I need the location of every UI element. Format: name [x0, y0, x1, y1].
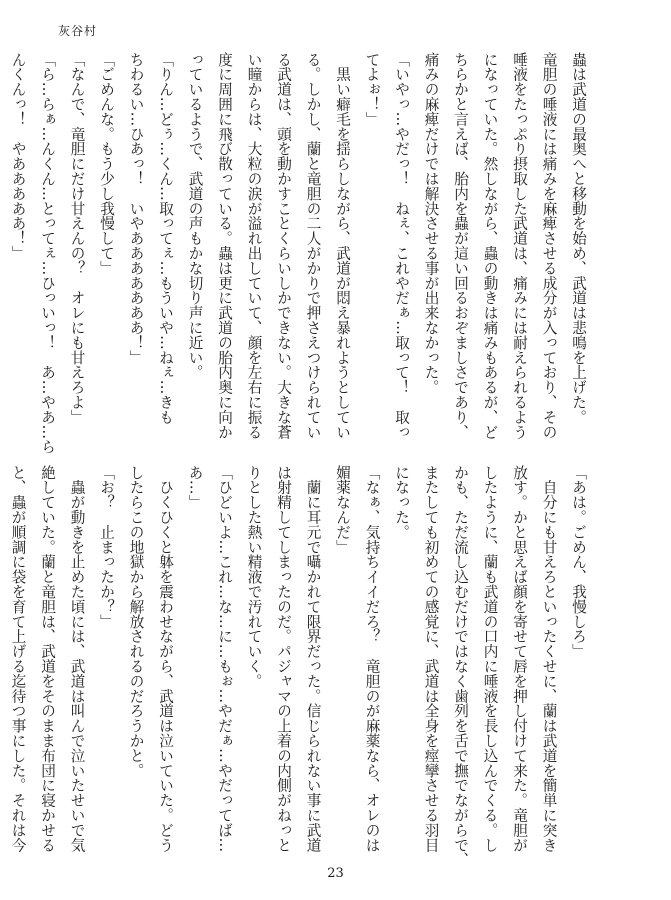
text-line: 度に周囲に飛び散っている。蟲は更に武道の胎内奥に向か — [216, 52, 233, 440]
text-line: と、蟲が順調に袋を育て上げる迄待つ事にした。それは今 — [9, 465, 27, 853]
text-line: になった。 — [393, 465, 410, 540]
text-line: になっていた。然しながら、蟲の動きは痛みもあるが、ど — [481, 52, 499, 440]
text-line: あ…」 — [186, 465, 204, 510]
text-line: 「なんで、竜胆にだけ甘えんの？ オレにも甘えろよ」 — [68, 52, 86, 425]
text-line: っているようで、武道の声もかな切り声に近い。 — [186, 52, 204, 380]
upper-text-block — [9, 52, 593, 455]
text-line: る武道は、頭を動かすことくらいしかできない。大きな蒼 — [275, 52, 292, 440]
page-number: 23 — [327, 866, 344, 881]
text-line: 「ひどいよ…これ…な…に…もぉ…やだぁ…やだってば… — [216, 465, 233, 853]
text-line: 蟲は武道の最奥へと移動を始め、武道は悲鳴を上げた。 — [570, 52, 587, 425]
text-line: い瞳からは、大粒の涙が溢れ出していて、顔を左右に振る — [245, 52, 263, 440]
text-line: 「ら…らぁ…んくん…とってぇ…ひっいっ！ あ…やあ…ら — [39, 52, 56, 455]
text-line: 「お？ 止まったか？」 — [98, 465, 115, 629]
running-header: 灰谷村 — [58, 24, 98, 38]
text-line: 痛みの麻痺だけでは解決させる事が出来なかった。 — [422, 52, 440, 395]
text-line: かも、ただ流し込むだけではなく歯列を舌で撫でながらで、 — [452, 465, 469, 868]
text-line: てよぉ！」 — [363, 52, 381, 127]
text-line: る。しかし、蘭と竜胆の二人がかりで押さえつけられてい — [304, 52, 322, 440]
text-line: んくんっ！ やあああああ！」 — [9, 52, 27, 261]
lower-text-block — [9, 465, 593, 868]
text-line: したらこの地獄から解放されるのだろうかと。 — [127, 465, 145, 778]
text-line: 絶していた。蘭と竜胆は、武道をそのまま布団に寝かせる — [39, 465, 56, 853]
text-line: ちわるい…ひあっ！ いやあああああああ！」 — [127, 52, 145, 365]
text-line: またしても初めての感覚に、武道は全身を痙攣させる羽目 — [422, 465, 440, 853]
text-line: は射精してしまったのだ。パジャマの上着の内側がねっと — [275, 465, 292, 853]
text-line: 蟲が動きを止めた頃には、武道は叫んで泣いたせいで気 — [68, 465, 86, 853]
text-line: 「いやっ…やだっ！ ねぇ、これやだぁ…取って！ 取っ — [393, 52, 410, 440]
text-line: 「ごめんな。もう少し我慢して」 — [98, 52, 115, 276]
text-line: 「あは。ごめん、我慢しろ」 — [570, 465, 587, 659]
text-line: 「りん…どぅ…くん…取ってぇ…もういや…ねぇ…きも — [157, 52, 174, 425]
text-line: 竜胆の唾液には痛みを麻痺させる成分が入っており、その — [540, 52, 558, 440]
text-line: ちらかと言えば、胎内を蟲が這い回るおぞましさであり、 — [452, 52, 469, 440]
text-line: 「なぁ、気持ちイイだろ？ 竜胆のが麻薬なら、オレのは — [363, 465, 381, 853]
text-line: 唾液をたっぷり摂取した武道は、痛みには耐えられるよう — [511, 52, 528, 440]
text-line: 黒い癖毛を揺らしながら、武道が悶え暴れようとしてい — [334, 52, 351, 440]
text-line: したように、蘭も武道の口内に唾液を長し込んでくる。し — [481, 465, 499, 853]
text-line: 蘭に耳元で囁かれて限界だった。信じられない事に武道 — [304, 465, 322, 853]
text-line: 自分にも甘えろといったくせに、蘭は武道を簡単に突き — [540, 465, 558, 853]
text-line: 放す。かと思えば顔を寄せて唇を押し付けて来た。竜胆が — [511, 465, 528, 853]
text-line: りとした熱い精液で汚れていく。 — [245, 465, 263, 689]
text-line: 媚薬なんだ」 — [334, 465, 351, 555]
text-line: ひくひくと躰を震わせながら、武道は泣いていた。どう — [157, 465, 174, 853]
